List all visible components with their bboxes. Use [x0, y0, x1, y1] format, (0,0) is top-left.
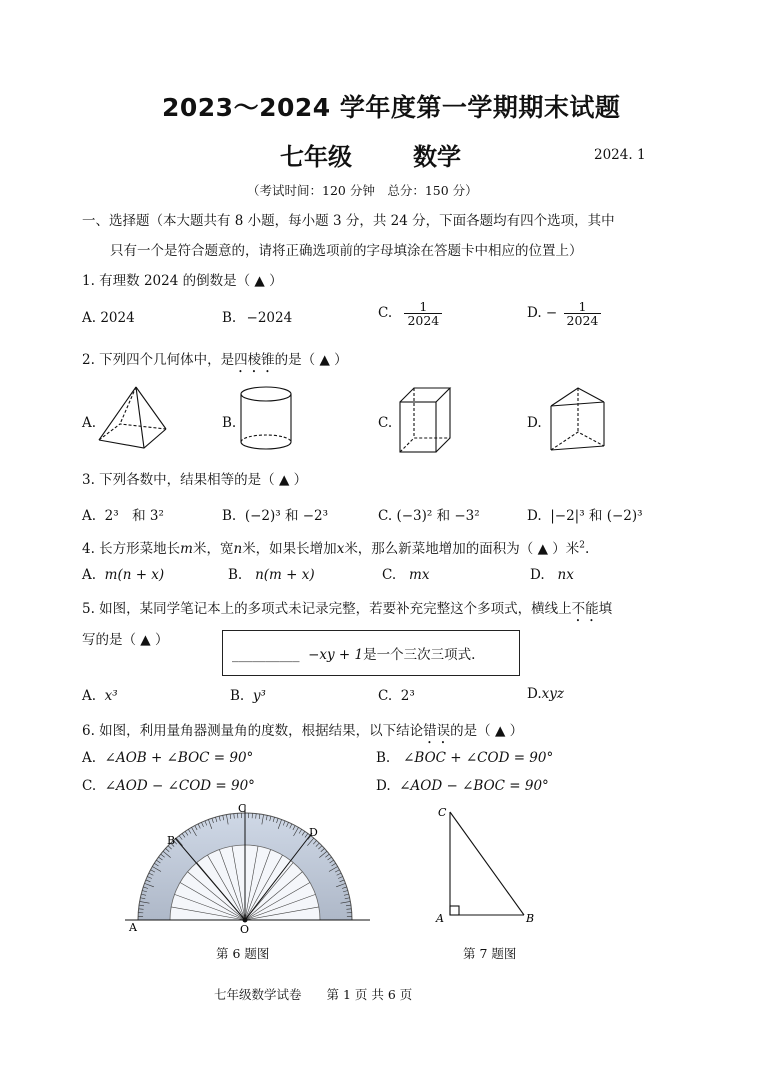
- q4-option-d[interactable]: [530, 567, 574, 583]
- q5-c-expr: 2³: [400, 688, 415, 704]
- q3-option-b[interactable]: [222, 504, 328, 524]
- q3-stem: 3. 下列各数中，结果相等的是（ ▲ ）: [82, 472, 308, 488]
- protractor-figure: [125, 800, 375, 935]
- q4-b-expr: n(m + x): [255, 567, 315, 583]
- q5-d-label: D.: [527, 686, 542, 702]
- q3-d-expr: |−2|³ 和 (−2)³: [550, 508, 643, 524]
- grade-label: 七年级: [280, 143, 352, 171]
- q4-d-label: D.: [530, 567, 545, 583]
- q5-blank-line: __________: [232, 647, 300, 663]
- q3-c-label: C.: [378, 508, 393, 524]
- fig7-label-c: C: [438, 806, 447, 819]
- q6-option-c[interactable]: [82, 778, 255, 794]
- q1-option-c-label: C.: [378, 305, 393, 322]
- q4-option-b[interactable]: [228, 567, 315, 583]
- q5-stem-line1: [82, 597, 612, 625]
- fraction-numerator: 1: [564, 300, 602, 314]
- q5-box-content: [232, 643, 475, 663]
- q6-stem-emphasis: 错误: [423, 723, 451, 739]
- q1-option-a[interactable]: A. 2024: [82, 310, 135, 326]
- q6-b-expr: ∠BOC + ∠COD = 90°: [403, 750, 554, 766]
- right-triangle-figure: [432, 802, 542, 924]
- q1-option-b-value: −2024: [246, 310, 293, 326]
- q3-option-d[interactable]: [527, 504, 643, 524]
- fig6-label-d: D: [309, 826, 318, 839]
- q4-a-expr: m(n + x): [104, 567, 165, 583]
- fig7-label-a: A: [436, 912, 444, 924]
- q6-c-label: C.: [82, 778, 97, 794]
- prism-figure: [548, 384, 608, 456]
- q4-stem-end: .: [585, 541, 590, 557]
- q5-d-expr: xyz: [541, 686, 564, 702]
- q4-c-expr: mx: [409, 567, 430, 583]
- q6-a-label: A.: [82, 750, 97, 766]
- q1-option-d-label: D. −: [527, 305, 558, 322]
- exam-title: 2023～2024 学年度第一学期期末试题: [162, 93, 621, 122]
- q2-option-c[interactable]: C.: [378, 415, 393, 431]
- q2-stem-emphasis: 四棱锥: [234, 352, 275, 368]
- q6-d-label: D.: [376, 778, 391, 794]
- q4-stem-b: 米，宽: [192, 541, 234, 557]
- q5-stem-line2: 写的是（ ▲ ）: [82, 632, 169, 648]
- q5-a-label: A.: [82, 688, 97, 704]
- section-heading-line1: 一、选择题（本大题共有 8 小题，每小题 3 分，共 24 分，下面各题均有四个选项，其中: [82, 213, 615, 229]
- q6-option-d[interactable]: [376, 778, 549, 794]
- q5-option-a[interactable]: [82, 688, 118, 704]
- fig6-label-a: A: [129, 921, 137, 934]
- q1-option-c-fraction: [404, 300, 442, 327]
- q2-stem: [82, 348, 348, 376]
- q4-var-n: n: [233, 541, 243, 557]
- q3-b-expr: (−2)³ 和 −2³: [244, 508, 329, 524]
- q5-b-label: B.: [230, 688, 245, 704]
- page-footer: 七年级数学试卷 第 1 页 共 6 页: [214, 987, 413, 1002]
- q5-c-label: C.: [378, 688, 393, 704]
- q1-option-b-label: B.: [222, 310, 237, 326]
- q6-a-expr: ∠AOB + ∠BOC = 90°: [104, 750, 254, 766]
- fig7-caption: 第 7 题图: [463, 946, 517, 961]
- q5-option-d[interactable]: [527, 686, 564, 702]
- q4-var-x: x: [336, 541, 345, 557]
- q4-unit-sup: 2: [579, 540, 586, 551]
- q6-b-label: B.: [376, 750, 391, 766]
- q4-d-expr: nx: [557, 567, 574, 583]
- q3-a-label: A.: [82, 508, 97, 524]
- q4-stem: [82, 537, 589, 557]
- q4-option-a[interactable]: [82, 567, 164, 583]
- q5-option-b[interactable]: [230, 688, 266, 704]
- q6-d-expr: ∠AOD − ∠BOC = 90°: [399, 778, 549, 794]
- q1-option-d[interactable]: [527, 300, 601, 327]
- section-heading-line2: 只有一个是符合题意的，请将正确选项前的字母填涂在答题卡中相应的位置上）: [110, 243, 583, 259]
- cylinder-figure: [238, 384, 294, 456]
- q3-a-expr: 2³ 和 3²: [104, 508, 164, 524]
- q5-box-text: 是一个三次三项式.: [363, 647, 476, 663]
- exam-info: （考试时间：120 分钟 总分：150 分）: [247, 183, 478, 198]
- q5-box-expression: −xy + 1: [308, 647, 364, 663]
- fig6-label-o: O: [240, 923, 250, 935]
- fig6-label-c: C: [238, 802, 247, 815]
- q4-c-label: C.: [382, 567, 397, 583]
- subject-label: 数学: [413, 143, 461, 171]
- q3-d-label: D.: [527, 508, 542, 524]
- fig6-caption: 第 6 题图: [216, 946, 270, 961]
- q4-b-label: B.: [228, 567, 243, 583]
- q4-stem-a: 4. 长方形菜地长: [82, 541, 181, 557]
- q5-line1-post: 填: [598, 601, 613, 617]
- q4-a-label: A.: [82, 567, 97, 583]
- q1-option-b[interactable]: [222, 310, 292, 326]
- q6-option-a[interactable]: [82, 750, 253, 766]
- q2-option-b[interactable]: B.: [222, 415, 237, 431]
- cuboid-figure: [396, 384, 456, 456]
- q1-option-d-fraction: [564, 300, 602, 327]
- q2-option-a[interactable]: A.: [82, 415, 97, 431]
- q6-stem: [82, 719, 523, 747]
- q5-line1-pre: 5. 如图，某同学笔记本上的多项式未记录完整，若要补充完整这个多项式，横线上: [82, 601, 572, 617]
- q2-option-d[interactable]: D.: [527, 415, 542, 431]
- pyramid-figure: [96, 384, 170, 456]
- q6-stem-post: 的是（ ▲ ）: [450, 723, 524, 739]
- q1-stem: 1. 有理数 2024 的倒数是（ ▲ ）: [82, 273, 283, 289]
- fraction-denominator: 2024: [407, 313, 440, 329]
- q3-option-c[interactable]: [378, 504, 480, 524]
- q2-stem-post: 的是（ ▲ ）: [274, 352, 348, 368]
- fig6-label-b: B: [167, 834, 176, 847]
- q6-option-b[interactable]: [376, 750, 553, 766]
- fraction-denominator: 2024: [566, 313, 599, 329]
- fig7-label-b: B: [526, 912, 535, 924]
- q3-b-label: B.: [222, 508, 237, 524]
- q4-option-c[interactable]: [382, 567, 429, 583]
- q5-a-expr: x³: [104, 688, 118, 704]
- q6-c-expr: ∠AOD − ∠COD = 90°: [104, 778, 255, 794]
- q4-stem-c: 米，如果长增加: [242, 541, 337, 557]
- q3-c-expr: (−3)² 和 −3²: [396, 508, 480, 524]
- q3-option-a[interactable]: [82, 504, 164, 524]
- q4-stem-d: 米，那么新菜地增加的面积为（ ▲ ）米: [344, 541, 580, 557]
- q5-line1-emphasis: 不能: [571, 601, 599, 617]
- q1-option-c[interactable]: [378, 300, 442, 327]
- fraction-numerator: 1: [404, 300, 442, 314]
- q5-option-c[interactable]: [378, 688, 415, 704]
- q5-b-expr: y³: [252, 688, 266, 704]
- q4-var-m: m: [180, 541, 193, 557]
- q6-stem-pre: 6. 如图，利用量角器测量角的度数，根据结果，以下结论: [82, 723, 424, 739]
- q2-stem-pre: 2. 下列四个几何体中，是: [82, 352, 235, 368]
- exam-date: 2024. 1: [594, 147, 646, 163]
